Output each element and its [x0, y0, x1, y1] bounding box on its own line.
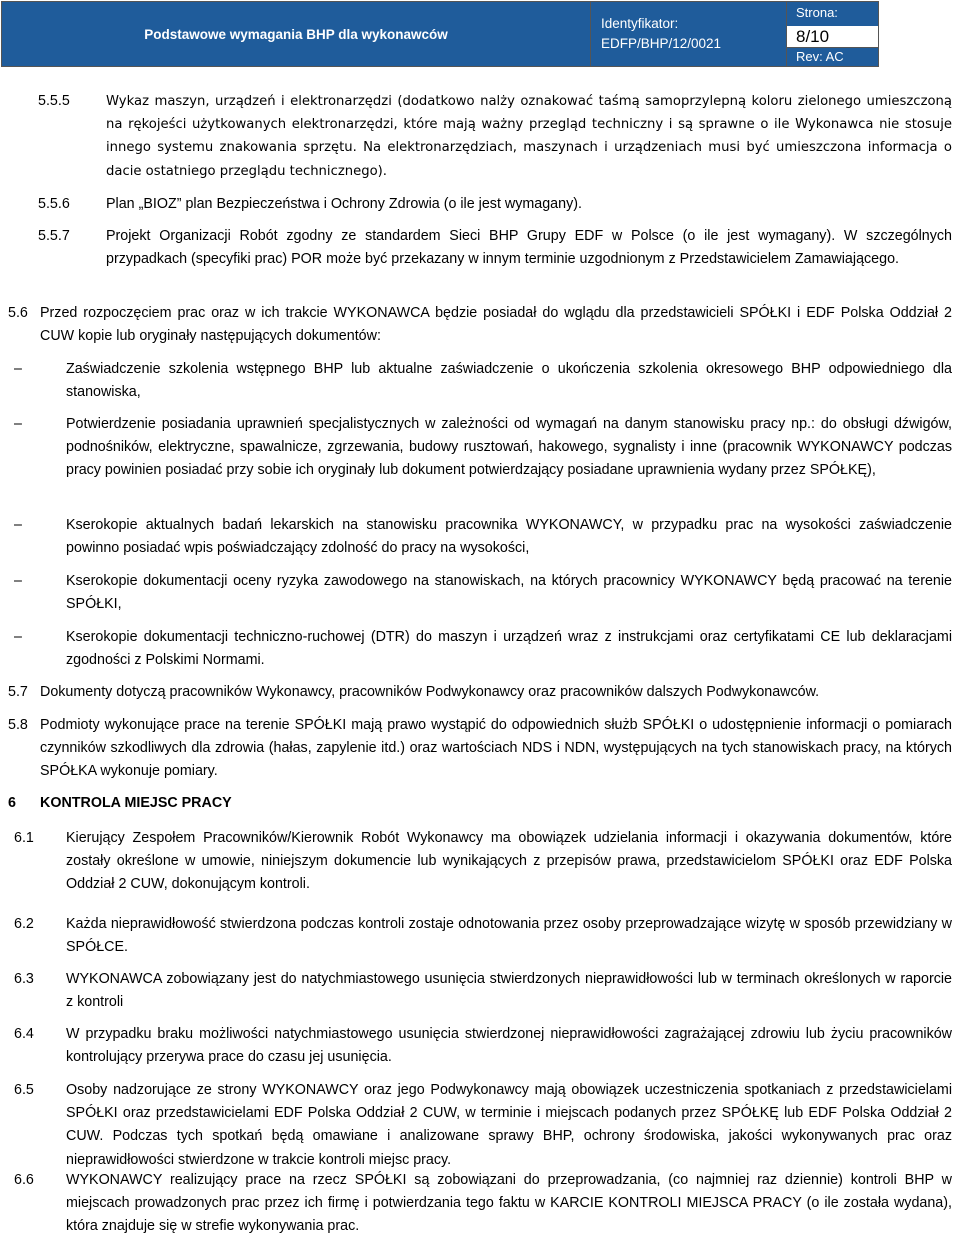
item-text: Wykaz maszyn, urządzeń i elektronarzędzi (dodatkowo nalży oznakować taśmą samoprzylepną koloru zielonego umieszczoną na rękojeści użytkowanych elektronarzędzi, które mają ważny przegląd techniczny i są sprawne o ile Wykonawca nie stosuje innego systemu znakowania sprzętu. Na elektronarzędziach, maszynach i urządzeniach musi być umieszczona informacja o dacie ostatniego przeglądu technicznego).: [106, 94, 952, 179]
page-label: Strona:: [787, 2, 878, 26]
item-text: Podmioty wykonujące prace na terenie SPÓŁKI mają prawo wystąpić do odpowiednich służb SPÓŁKI o udostępnienie informacji o pomiarach czynników szkodliwych dla zdrowia (hałas, zapylenie itd.) oraz wartościach NDS i NDN, występujących na tych stanowiskach pracy, na których SPÓŁKA wykonuje pomiary.: [40, 717, 952, 780]
item-text: Plan „BIOZ” plan Bezpieczeństwa i Ochrony Zdrowia (o ile jest wymagany).: [106, 196, 582, 212]
dash-bullet: –: [14, 361, 22, 377]
bullet-text: Kserokopie aktualnych badań lekarskich na stanowisku pracownika WYKONAWCY, w przypadku prac na wysokości zaświadczenie powinno posiadać wpis poświadczający zdolność do pracy na wysokości,: [66, 517, 952, 557]
item-number: 5.5.5: [38, 93, 70, 109]
document-header: [1, 1, 879, 67]
revision: Rev: AC: [787, 47, 878, 66]
page-cell: [787, 2, 878, 66]
identifier-value: EDFP/BHP/12/0021: [601, 36, 722, 51]
document-title: Podstawowe wymagania BHP dla wykonawców: [2, 2, 591, 66]
bullet-text: Potwierdzenie posiadania uprawnień specjalistycznych w zależności od wymagań na danym stanowisku pracy np.: do obsługi dźwigów, podnośników, elektryczne, spawalnicze, zgrzewania, budowy rusztowań, hakowego, sygnalisty i inne (pracownik WYKONAWCY podczas pracy powinien posiadać przy sobie ich oryginały lub dokument potwierdzający posiadane uprawnienia wydany przez SPÓŁKĘ),: [66, 416, 952, 479]
item-number: 6.1: [14, 830, 34, 846]
dash-bullet: –: [14, 629, 22, 645]
item-text: Przed rozpoczęciem prac oraz w ich trakcie WYKONAWCA będzie posiadał do wglądu dla przedstawicieli SPÓŁKI i EDF Polska Oddział 2 CUW kopie lub oryginały następujących dokumentów:: [40, 305, 952, 345]
identifier-cell: [591, 2, 787, 66]
item-text: W przypadku braku możliwości natychmiastowego usunięcia stwierdzonej nieprawidłowości zagrażającej zdrowiu lub życiu pracowników kontrolujący przerywa prace do czasu jej usunięcia.: [66, 1026, 952, 1066]
item-number: 6.3: [14, 971, 34, 987]
section-title: KONTROLA MIEJSC PRACY: [40, 795, 232, 811]
item-text: WYKONAWCA zobowiązany jest do natychmiastowego usunięcia stwierdzonych nieprawidłowości lub w terminach określonych w raporcie z kontroli: [66, 971, 952, 1011]
item-text: Kierujący Zespołem Pracowników/Kierownik Robót Wykonawcy ma obowiązek udzielania informacji i okazywania dokumentów, które zostały określone w umowie, niniejszym dokumencie lub wynikających z przepisów prawa, przedstawicielom SPÓŁKI oraz EDF Polska Oddział 2 CUW, dokonującym kontroli.: [66, 830, 952, 893]
item-text: Dokumenty dotyczą pracowników Wykonawcy, pracowników Podwykonawcy oraz pracowników dalszych Podwykonawców.: [40, 684, 820, 700]
identifier-label: Identyfikator:: [601, 16, 679, 31]
item-number: 5.5.6: [38, 196, 70, 212]
bullet-text: Zaświadczenie szkolenia wstępnego BHP lub aktualne zaświadczenie o ukończenia szkolenia okresowego BHP odpowiedniego dla stanowiska,: [66, 361, 952, 401]
bullet-text: Kserokopie dokumentacji oceny ryzyka zawodowego na stanowiskach, na których pracownicy WYKONAWCY będą pracować na terenie SPÓŁKI,: [66, 573, 952, 613]
bullet-text: Kserokopie dokumentacji techniczno-ruchowej (DTR) do maszyn i urządzeń wraz z instrukcjami oraz certyfikatami CE lub deklaracjami zgodności z Polskimi Normami.: [66, 629, 952, 669]
item-text: WYKONAWCY realizujący prace na rzecz SPÓŁKI są zobowiązani do przeprowadzania, (co najmniej raz dziennie) kontroli BHP w miejscach prowadzonych prac przez ich firmę i potwierdzania tego faktu w KARCIE KONTROLI MIEJSCA PRACY (o ile została wydana), która znajduje się w strefie wykonywania prac.: [66, 1172, 952, 1235]
dash-bullet: –: [14, 573, 22, 589]
item-number: 6.4: [14, 1026, 34, 1042]
item-text: Projekt Organizacji Robót zgodny ze standardem Sieci BHP Grupy EDF w Polsce (o ile jest wymagany). W szczególnych przypadkach (specyfiki prac) POR może być przekazany w innym terminie uzgodnionym z Przedstawicielem Zamawiającego.: [106, 228, 952, 268]
item-text: Osoby nadzorujące ze strony WYKONAWCY oraz jego Podwykonawcy mają obowiązek uczestniczenia spotkaniach z przedstawicielami SPÓŁKI oraz przedstawicielami EDF Polska Oddział 2 CUW, w terminie i miejscach podanych przez SPÓŁKĘ lub EDF Polska Oddział 2 CUW. Podczas tych spotkań będą omawiane i analizowane sprawy BHP, ochrony środowiska, jakości wykonywanych prac oraz nieprawidłowości stwierdzone w trakcie kontroli miejsc pracy.: [66, 1082, 952, 1168]
section-number: 6: [8, 795, 16, 811]
item-number: 6.5: [14, 1082, 34, 1098]
item-number: 5.8: [8, 717, 28, 733]
dash-bullet: –: [14, 416, 22, 432]
dash-bullet: –: [14, 517, 22, 533]
item-number: 5.5.7: [38, 228, 70, 244]
item-number: 6.2: [14, 916, 34, 932]
page-number: 8/10: [787, 26, 878, 47]
item-number: 5.6: [8, 305, 28, 321]
item-number: 5.7: [8, 684, 28, 700]
item-text: Każda nieprawidłowość stwierdzona podczas kontroli zostaje odnotowania przez osoby przeprowadzające wizytę w sposób przewidziany w SPÓŁCE.: [66, 916, 952, 956]
item-number: 6.6: [14, 1172, 34, 1188]
